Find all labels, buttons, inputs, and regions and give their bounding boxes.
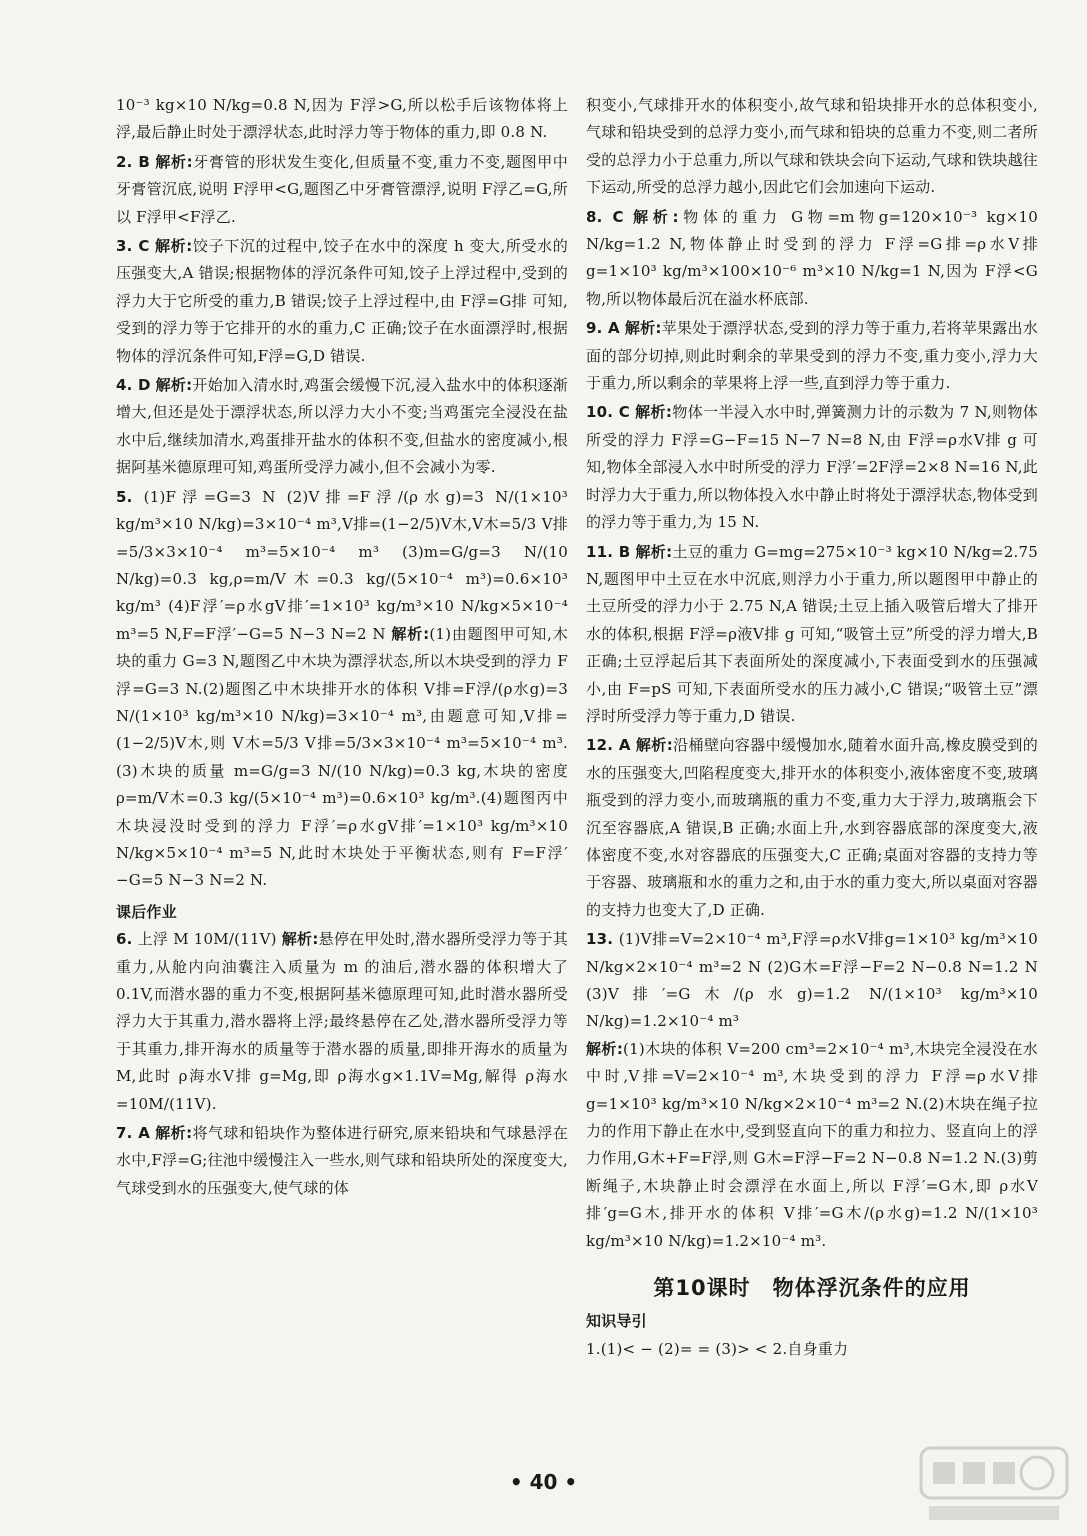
answer-continued: 10⁻³ kg×10 N/kg=0.8 N,因为 F浮>G,所以松手后该物体将上浮,最后静止时处于漂浮状态,此时浮力等于物体的重力,即 0.8 N. xyxy=(116,96,568,142)
analysis-label: 解析: xyxy=(635,403,673,422)
analysis-label: 解析: xyxy=(635,736,673,755)
question-number: 10. C xyxy=(586,403,630,422)
question-number: 5. xyxy=(116,487,133,506)
answer-text: 上浮 M 10M/(11V) xyxy=(137,930,277,949)
answer-12 xyxy=(586,732,1038,924)
analysis-label: 解析: xyxy=(586,1039,624,1058)
analysis-label: 解析: xyxy=(391,624,430,643)
question-number: 9. A xyxy=(586,319,620,338)
left-column xyxy=(116,92,568,1202)
answer-text: (1)V排=V=2×10⁻⁴ m³,F浮=ρ水V排g=1×10³ kg/m³×10 N/kg×2×10⁻⁴ m³=2 N (2)G木=F浮−F=2 N−0.8 N=1.2 N (3)V排′=G木/(ρ水g)=1.2 N/(1×10³ kg/m³×10 N/kg)=1.2×10⁻⁴ m³ xyxy=(586,930,1038,1031)
analysis-text: (1)由题图甲可知,木块的重力 G=3 N,题图乙中木块为漂浮状态,所以木块受到的浮力 F浮=G=3 N.(2)题图乙中木块排开水的体积 V排=F浮/(ρ水g)=3 N/(1×10³ kg/m³×10 N/kg)=3×10⁻⁴ m³,由题意可知,V排=(1−2/5)V木,则 V木=5/3 V排=5/3×3×10⁻⁴ m³=5×10⁻⁴ m³.(3)木块的质量 m=G/g=3 N/(10 N/kg)=0.3 kg,木块的密度 ρ=m/V木=0.3 kg/(5×10⁻⁴ m³)=0.6×10³ kg/m³.(4)题图丙中木块浸没时受到的浮力 F浮′=ρ水gV排′=1×10³ kg/m³×10 N/kg×5×10⁻⁴ m³=5 N,此时木块处于平衡状态,则有 F=F浮′−G=5 N−3 N=2 N. xyxy=(116,624,569,890)
answer-4 xyxy=(116,372,568,482)
question-number: 8. C xyxy=(586,207,624,226)
question-number: 13. xyxy=(586,930,614,949)
question-number: 12. A xyxy=(586,736,631,755)
analysis-label: 解析: xyxy=(155,1124,193,1143)
analysis-text: (1)木块的体积 V=200 cm³=2×10⁻⁴ m³,木块完全浸没在水中时,V排=V=2×10⁻⁴ m³,木块受到的浮力 F浮=ρ水V排g=1×10³ kg/m³×10 N/kg×2×10⁻⁴ m³=2 N.(2)木块在绳子拉力的作用下静止在水中,受到竖直向下的重力和拉力、竖直向上的浮力作用,G木+F=F浮,则 G木=F浮−F=2 N−0.8 N=1.2 N.(3)剪断绳子,木块静止时会漂浮在水面上,所以 F浮′=G木,即 ρ水V排′g=G木,排开水的体积 V排′=G木/(ρ水g)=1.2 N/(1×10³ kg/m³×10 N/kg)=1.2×10⁻⁴ m³. xyxy=(586,1039,1038,1250)
answer-text: 物体一半浸入水中时,弹簧测力计的示数为 7 N,则物体所受的浮力 F浮=G−F=15 N−7 N=8 N,由 F浮=ρ水V排 g 可知,物体全部浸入水中时所受的浮力 F浮′=2F浮=2×8 N=16 N,此时浮力大于重力,所以物体投入水中静止时将处于漂浮状态,物体受到的浮力等于重力,为 15 N. xyxy=(586,403,1038,532)
answer-2 xyxy=(116,149,568,231)
answer-13-analysis xyxy=(586,1036,1038,1255)
answer-text: 土豆的重力 G=mg=275×10⁻³ kg×10 N/kg=2.75 N,题图甲中土豆在水中沉底,则浮力小于重力,所以题图甲中静止的土豆所受的浮力小于 2.75 N,A 错误;土豆上插入吸管后增大了排开水的体积,根据 F浮=ρ液V排 g 可知,“吸管土豆”所受的浮力增大,B 正确;土豆浮起后其下表面所处的深度减小,下表面受到水的压强减小,由 F=pS 可知,下表面所受水的压力减小,C 错误;“吸管土豆”漂浮时所受浮力等于重力,D 错误. xyxy=(586,542,1039,725)
answer-7 xyxy=(116,1120,568,1202)
analysis-label: 解析: xyxy=(155,152,193,171)
answer-text: 物体的重力 G物=m物g=120×10⁻³ kg×10 N/kg=1.2 N,物体静止时受到的浮力 F浮=G排=ρ水V排 g=1×10³ kg/m³×100×10⁻⁶ m³×10 N/kg=1 N,因为 F浮<G物,所以物体最后沉在溢水杯底部. xyxy=(586,207,1038,308)
answer-9 xyxy=(586,315,1038,397)
answer-3 xyxy=(116,233,568,370)
answer-text: 将气球和铅块作为整体进行研究,原来铅块和气球悬浮在水中,F浮=G;往池中缓慢注入一些水,则气球和铅块所处的深度变大,气球受到水的压强变大,使气球的体 xyxy=(116,1124,568,1197)
analysis-label: 解析: xyxy=(281,930,319,949)
analysis-text: 悬停在甲处时,潜水器所受浮力等于其重力,从舱内向油囊注入质量为 m 的油后,潜水器的体积增大了 0.1V,而潜水器的重力不变,根据阿基米德原理可知,此时潜水器所受浮力大于其重力,潜水器将上浮;最终悬停在乙处,潜水器所受浮力等于其重力,排开海水的质量等于潜水器的质量,即排开海水的质量为 M,此时 ρ海水V排 g=Mg,即 ρ海水g×1.1V=Mg,解得 ρ海水=10M/(11V). xyxy=(116,930,568,1113)
answer-continued: 积变小,气球排开水的体积变小,故气球和铅块排开水的总体积变小,气球和铅块受到的总浮力变小,而气球和铅块的总重力不变,则二者所受的总浮力小于总重力,所以气球和铁块会向下运动,气球和铁块越往下运动,所受的总浮力越小,因此它们会加速向下运动. xyxy=(586,96,1038,197)
question-number: 7. A xyxy=(116,1124,151,1143)
answer-text: 沿桶壁向容器中缓慢加水,随着水面升高,橡皮膜受到的水的压强变大,凹陷程度变大,排开水的体积变小,液体密度不变,玻璃瓶受到的浮力变小,而玻璃瓶的重力不变,重力大于浮力,玻璃瓶会下沉至容器底,A 错误,B 正确;水面上升,水到容器底部的深度变大,液体密度不变,水对容器底的压强变大,C 正确;桌面对容器的支持力等于容器、玻璃瓶和水的重力之和,由于水的重力变大,所以桌面对容器的支持力也变大了,D 正确. xyxy=(586,736,1039,919)
answer-text: (1)F浮=G=3 N (2)V排=F浮/(ρ水g)=3 N/(1×10³ kg/m³×10 N/kg)=3×10⁻⁴ m³,V排=(1−2/5)V木,V木=5/3 V排=5/3×3×10⁻⁴ m³=5×10⁻⁴ m³ (3)m=G/g=3 N/(10 N/kg)=0.3 kg,ρ=m/V木=0.3 kg/(5×10⁻⁴ m³)=0.6×10³ kg/m³ (4)F浮′=ρ水gV排′=1×10³ kg/m³×10 N/kg×5×10⁻⁴ m³=5 N,F=F浮′−G=5 N−3 N=2 N xyxy=(116,487,568,643)
lesson-title: 第10课时 物体浮沉条件的应用 xyxy=(653,1276,971,1301)
answer-13 xyxy=(586,926,1038,1036)
section-heading-homework: 课后作业 xyxy=(116,902,177,921)
answer-text: 牙膏管的形状发生变化,但质量不变,重力不变,题图甲中牙膏管沉底,说明 F浮甲<G,题图乙中牙膏管漂浮,说明 F浮乙=G,所以 F浮甲<F浮乙. xyxy=(116,152,569,226)
answer-5 xyxy=(116,484,568,895)
page-number: • 40 • xyxy=(509,1470,578,1494)
analysis-label: 解析: xyxy=(624,319,662,338)
analysis-label: 解析: xyxy=(155,376,193,395)
answer-10 xyxy=(586,399,1038,536)
answer-text: 开始加入清水时,鸡蛋会缓慢下沉,浸入盐水中的体积逐渐增大,但还是处于漂浮状态,所以浮力大小不变;当鸡蛋完全浸没在盐水中后,继续加清水,鸡蛋排开盐水的体积不变,但盐水的密度减小,根据阿基米德原理可知,鸡蛋所受浮力减小,但不会减小为零. xyxy=(116,376,569,477)
analysis-label: 解析: xyxy=(155,237,193,256)
answer-6 xyxy=(116,926,568,1118)
question-number: 6. xyxy=(116,930,133,949)
guide-answer: 1.(1)< − (2)= = (3)> < 2.自身重力 xyxy=(586,1339,849,1358)
analysis-label: 解析: xyxy=(633,207,679,226)
question-number: 2. B xyxy=(116,152,151,171)
question-number: 4. D xyxy=(116,376,151,395)
answer-text: 苹果处于漂浮状态,受到的浮力等于重力,若将苹果露出水面的部分切掉,则此时剩余的苹果受到的浮力不变,重力变小,浮力大于重力,所以剩余的苹果将上浮一些,直到浮力等于重力. xyxy=(586,319,1038,393)
answer-11 xyxy=(586,539,1038,731)
answer-text: 饺子下沉的过程中,饺子在水中的深度 h 变大,所受水的压强变大,A 错误;根据物体的浮沉条件可知,饺子上浮过程中,受到的浮力大于它所受的重力,B 错误;饺子上浮过程中,由 F浮=G排 可知,受到的浮力等于它排开的水的重力,C 正确;饺子在水面漂浮时,根据物体的浮沉条件可知,F浮=G,D 错误. xyxy=(116,237,568,365)
question-number: 11. B xyxy=(586,542,631,561)
right-column xyxy=(586,92,1038,1363)
answer-8 xyxy=(586,204,1038,314)
watermark-logo xyxy=(919,1446,1069,1526)
question-number: 3. C xyxy=(116,237,150,256)
analysis-label: 解析: xyxy=(635,542,673,561)
section-label: 知识导引 xyxy=(586,1312,647,1331)
